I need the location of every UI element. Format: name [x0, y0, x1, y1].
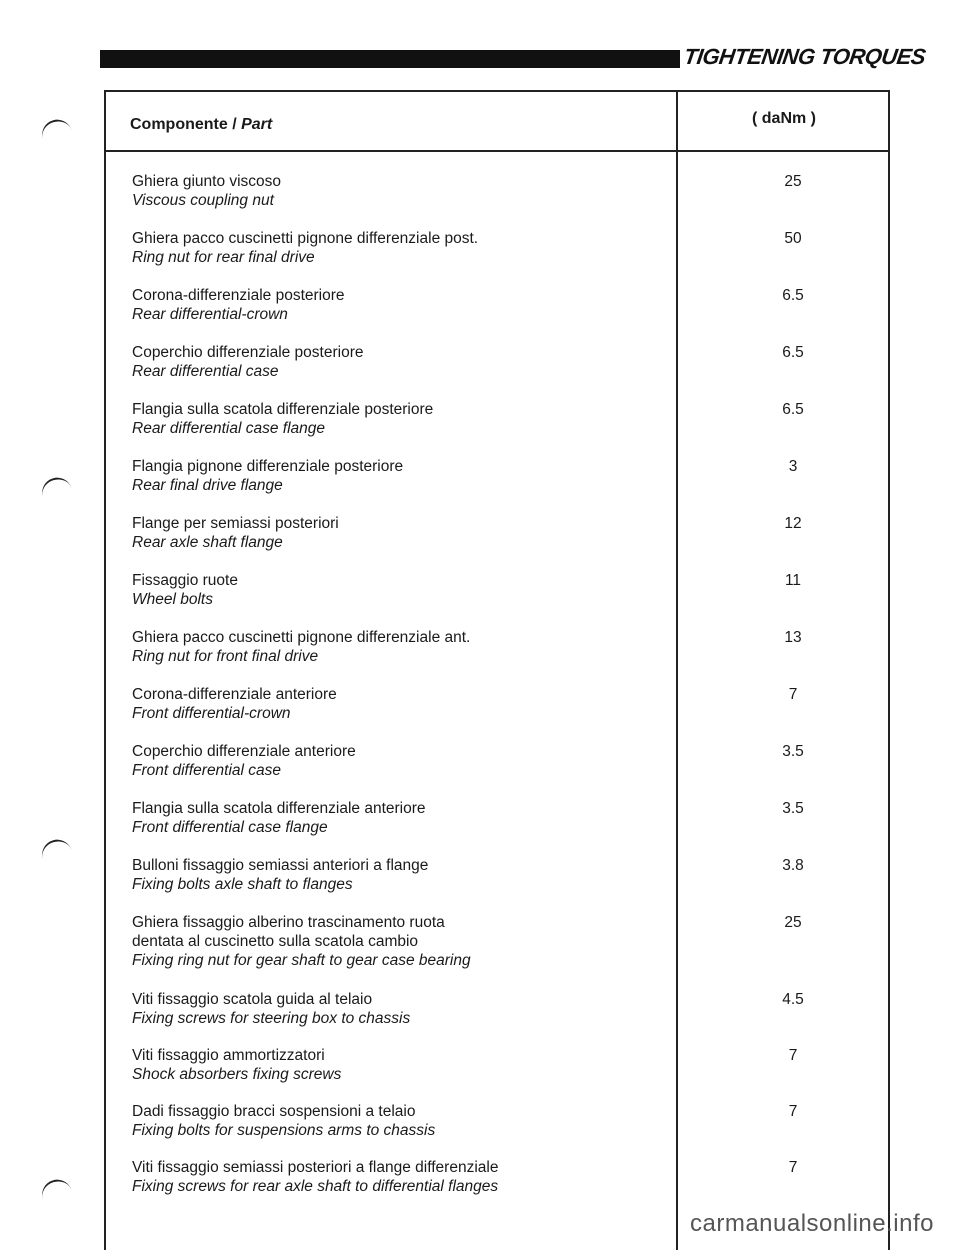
part-name-it: Corona-differenziale posteriore — [132, 287, 345, 304]
torque-value: 25 — [784, 914, 802, 931]
page-title: TIGHTENING TORQUES — [682, 44, 927, 69]
part-name-en: Wheel bolts — [132, 591, 213, 608]
part-name-it: Coperchio differenziale posteriore — [132, 344, 364, 361]
torque-value: 7 — [788, 686, 798, 703]
part-name-it: Flangia sulla scatola differenziale anteriore — [132, 800, 426, 817]
torque-value: 4.5 — [782, 991, 804, 1008]
part-name-it: Corona-differenziale anteriore — [132, 686, 337, 703]
part-name-en: Fixing bolts axle shaft to flanges — [132, 876, 353, 893]
part-name-it: Fissaggio ruote — [132, 572, 238, 589]
part-name-it: Coperchio differenziale anteriore — [132, 743, 356, 760]
column-header-part — [130, 116, 272, 134]
part-name-en: Ring nut for front final drive — [132, 648, 319, 665]
torque-value: 3 — [788, 458, 798, 475]
part-name-en: Fixing screws for rear axle shaft to differential flanges — [132, 1178, 499, 1195]
binding-mark — [38, 836, 71, 860]
part-description — [132, 742, 356, 780]
part-description — [132, 172, 281, 210]
part-name-it: Flangia sulla scatola differenziale posteriore — [132, 401, 434, 418]
torque-value: 11 — [784, 572, 802, 589]
part-name-en: Front differential-crown — [132, 705, 291, 722]
part-description — [132, 229, 478, 267]
part-description — [132, 571, 238, 609]
part-name-it: Viti fissaggio semiassi posteriori a flange differenziale — [132, 1159, 499, 1176]
part-name-en: Front differential case flange — [132, 819, 328, 836]
torque-value: 3.5 — [782, 800, 804, 817]
column-header-part-en: Part — [241, 116, 273, 133]
torque-value: 6.5 — [782, 401, 804, 418]
torque-value: 12 — [784, 515, 802, 532]
part-name-en: Fixing ring nut for gear shaft to gear case bearing — [132, 952, 471, 969]
part-name-en: Rear differential case — [132, 363, 279, 380]
torque-value: 7 — [788, 1047, 798, 1064]
part-name-it: Flangia pignone differenziale posteriore — [132, 458, 404, 475]
column-header-unit: ( daNm ) — [752, 110, 816, 127]
header-bar — [100, 50, 680, 68]
part-name-en: Rear differential-crown — [132, 306, 288, 323]
torque-value: 7 — [788, 1103, 798, 1120]
torque-value: 3.8 — [782, 857, 804, 874]
part-name-en: Front differential case — [132, 762, 282, 779]
part-name-it: Viti fissaggio ammortizzatori — [132, 1047, 325, 1064]
part-name-it: Viti fissaggio scatola guida al telaio — [132, 991, 373, 1008]
part-description — [132, 856, 428, 894]
part-description — [132, 628, 470, 666]
part-name-en: Shock absorbers fixing screws — [132, 1066, 342, 1083]
part-description — [132, 1102, 435, 1140]
header-divider — [104, 150, 890, 152]
part-name-en: Rear axle shaft flange — [132, 534, 283, 551]
part-name-it: Ghiera giunto viscoso — [132, 173, 282, 190]
part-name-it: Ghiera pacco cuscinetti pignone differenziale ant. — [132, 629, 471, 646]
binding-mark — [38, 116, 71, 140]
torque-value: 25 — [784, 173, 802, 190]
part-description — [132, 799, 426, 837]
part-name-en: Rear final drive flange — [132, 477, 283, 494]
part-name-it: Ghiera fissaggio alberino trascinamento ruota — [132, 914, 445, 931]
part-name-it: Bulloni fissaggio semiassi anteriori a flange — [132, 857, 429, 874]
torque-value: 3.5 — [782, 743, 804, 760]
part-name-en: Fixing bolts for suspensions arms to chassis — [132, 1122, 436, 1139]
part-description — [132, 457, 403, 495]
torque-value: 6.5 — [782, 344, 804, 361]
part-name-it: Ghiera pacco cuscinetti pignone differenziale post. — [132, 230, 479, 247]
torque-value: 7 — [788, 1159, 798, 1176]
part-name-it: Dadi fissaggio bracci sospensioni a telaio — [132, 1103, 416, 1120]
part-description — [132, 514, 339, 552]
part-description — [132, 343, 364, 381]
part-name-it: Flange per semiassi posteriori — [132, 515, 339, 532]
torque-value: 6.5 — [782, 287, 804, 304]
part-name-it-cont: dentata al cuscinetto sulla scatola cambio — [132, 933, 419, 950]
part-name-en: Viscous coupling nut — [132, 192, 274, 209]
column-divider — [676, 90, 678, 1250]
binding-mark — [38, 474, 71, 498]
part-description — [132, 913, 471, 970]
part-name-en: Rear differential case flange — [132, 420, 326, 437]
part-description — [132, 685, 337, 723]
part-description — [132, 990, 410, 1028]
part-description — [132, 286, 345, 324]
watermark: carmanualsonline.info — [690, 1210, 934, 1237]
torque-value: 13 — [784, 629, 802, 646]
part-name-en: Ring nut for rear final drive — [132, 249, 315, 266]
binding-mark — [38, 1176, 71, 1200]
part-name-en: Fixing screws for steering box to chassis — [132, 1010, 411, 1027]
part-description — [132, 1046, 341, 1084]
part-description — [132, 1158, 498, 1196]
part-description — [132, 400, 433, 438]
torque-value: 50 — [784, 230, 802, 247]
column-header-part-it: Componente / — [130, 116, 242, 133]
